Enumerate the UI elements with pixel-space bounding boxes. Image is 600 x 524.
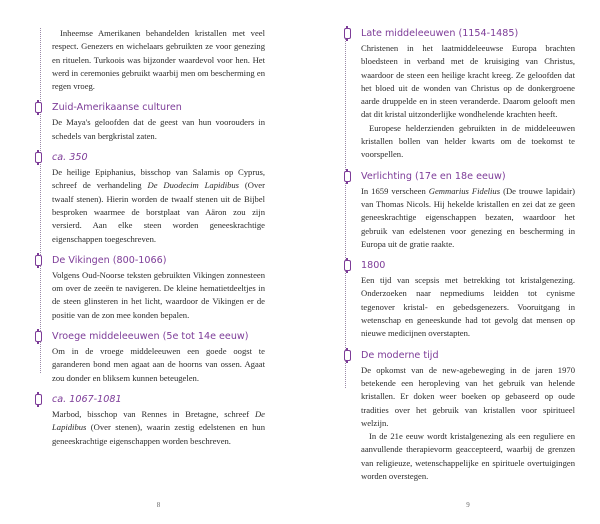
book-title: Gemmarius Fidelius xyxy=(428,185,501,196)
crystal-icon xyxy=(35,152,42,163)
body-text: (Over stenen), waarin zestig edelstenen en hun geneeskrachtige eigenschappen worden beschreven. xyxy=(52,422,265,446)
crystal-icon xyxy=(35,255,42,266)
entry-heading xyxy=(52,101,265,114)
timeline-line xyxy=(345,28,346,388)
book-title: De Lapidibus xyxy=(52,408,265,433)
entry-body xyxy=(361,185,575,251)
body-text: In 1659 verscheen xyxy=(361,185,429,196)
entry-body: Christenen in het laatmiddeleeuwse Europa brachten bloedsteen in verband met de kruisiging van Christus, waardoor de steen een heilige kracht kreeg. Ze geloofden dat het bloed uit de wonden van Christus op de donkergroene aarde druppelde en in steen veranderde. Daarom gelooft men dat dit kristal uitzonderlijke wondhelende krachten heeft. xyxy=(361,43,575,120)
entry-body: Een tijd van scepsis met betrekking tot kristalgenezing. Onderzoeken naar nepmediums leidden tot cynisme tegenover kristal- en gebedsgenezers. Vooruitgang in wetenschap en geneeskunde had tot gevolg dat mensen op nieuwe medicijnen overstapten. xyxy=(361,275,575,339)
crystal-icon xyxy=(35,102,42,113)
page-number: 9 xyxy=(466,501,470,510)
timeline-entry xyxy=(52,151,265,246)
crystal-icon xyxy=(35,394,42,405)
heading-text: Late middeleeuwen (1154-1485) xyxy=(361,28,519,39)
heading-text: De moderne tijd xyxy=(361,349,439,361)
heading-text: Vroege middeleeuwen (5e tot 14e eeuw) xyxy=(52,331,249,343)
body-text: De heilige Epiphanius, bisschop van Salamis op Cyprus, schreef de verhandeling xyxy=(52,167,265,191)
intro-section xyxy=(52,27,265,93)
entry-heading xyxy=(52,151,265,164)
crystal-icon xyxy=(344,350,351,361)
timeline-entry xyxy=(52,330,265,385)
entry-heading xyxy=(361,349,575,362)
book-title: De Duodecim Lapidibus xyxy=(147,180,240,191)
intro-paragraph: Inheemse Amerikanen behandelden kristallen met veel respect. Genezers en wichelaars gebruikten ze voor genezing en rituelen. Turkoois was bijzonder waardevol voor hen. Het werd in ceremonies gebruikt waarbij men om bescherming en regen vroeg. xyxy=(52,28,265,92)
entry-body xyxy=(52,408,265,448)
timeline-entry xyxy=(52,101,265,143)
timeline-entry xyxy=(52,393,265,448)
timeline-line xyxy=(40,28,41,373)
body-text: Marbod, bisschop van Rennes in Bretagne, schreef xyxy=(52,408,255,419)
timeline-entry xyxy=(361,170,575,251)
crystal-icon xyxy=(344,171,351,182)
entry-heading xyxy=(52,393,265,406)
heading-text: Zuid-Amerikaanse culturen xyxy=(52,102,182,114)
crystal-icon xyxy=(35,331,42,342)
entry-body: Europese helderzienden gebruikten in de middeleeuwen kristallen bollen van helder kwarts om de toekomst te voorspellen. xyxy=(361,122,575,160)
entry-body: In de 21e eeuw wordt kristalgenezing als een reguliere en aanvullende therapievorm geaccepteerd, waarbij de grenzen van religieuze, wetenschappelijke en spirituele overtuigingen worden overstegen. xyxy=(361,431,575,482)
entry-body: De Maya's geloofden dat de geest van hun voorouders in schedels van bergkristal zaten. xyxy=(52,117,265,141)
crystal-icon xyxy=(344,260,351,271)
crystal-icon xyxy=(344,28,351,39)
entry-heading xyxy=(361,259,575,272)
heading-text: De Vikingen (800-1066) xyxy=(52,254,167,266)
heading-text: ca. 350 xyxy=(52,152,88,164)
entry-heading xyxy=(52,254,265,267)
timeline-entry xyxy=(361,259,575,340)
timeline-entry xyxy=(361,27,575,162)
body-text: (De trouwe lapidair) van Thomas Nicols. Hij hekelde kristallen en zei dat ze geen geneeskrachtige eigenschappen bezaten, waardoor het gebruik van edelstenen voor genezing en bescherming in Europa uit de gratie raakte. xyxy=(361,185,575,249)
entry-body xyxy=(52,166,265,246)
entry-heading xyxy=(52,330,265,343)
heading-text: Verlichting (17e en 18e eeuw) xyxy=(361,170,506,182)
entry-heading xyxy=(361,27,575,40)
entry-body: De opkomst van de new-agebeweging in de jaren 1970 betekende een heropleving van het gebruik van helende kristallen. Er doken weer boeken op gebaseerd op oude tradities over het gebruik van kristallen voor spiritueel welzijn. xyxy=(361,364,575,428)
page-number: 8 xyxy=(156,501,161,510)
right-page xyxy=(300,0,600,524)
body-text: (Over twaalf stenen). Hierin worden de twaalf stenen uit de Bijbel besproken waarmee de borstplaat van Aäron zou zijn versierd. Aan elke steen worden geneeskrachtige eigenschappen toegeschreven. xyxy=(52,180,265,244)
timeline-entry xyxy=(52,254,265,322)
entry-heading xyxy=(361,170,575,183)
heading-text: 1800 xyxy=(361,260,386,272)
timeline-entry xyxy=(361,349,575,484)
entry-body: Volgens Oud-Noorse teksten gebruikten Vikingen zonnesteen om over de zeeën te navigeren. De kleine hematietdeeltjes in de steen glinsteren in het licht, waardoor de Vikingen er de positie van de zon mee konden bepalen. xyxy=(52,269,265,320)
heading-text: ca. 1067-1081 xyxy=(52,393,122,405)
entry-body: Om in de vroege middeleeuwen een goede oogst te garanderen bond men agaat aan de hoorns van ossen. Agaat zou donder en bliksem kunnen beteugelen. xyxy=(52,346,265,383)
